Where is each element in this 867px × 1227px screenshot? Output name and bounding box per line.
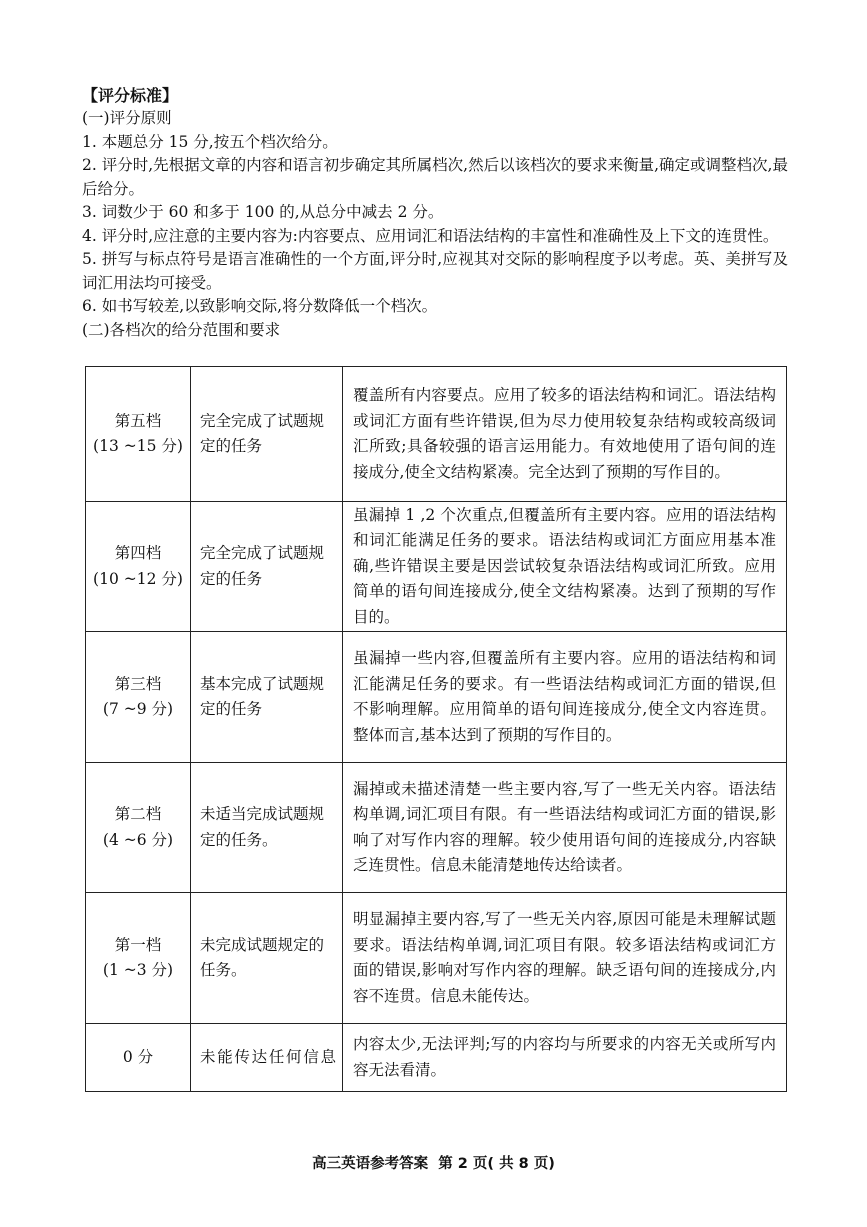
footer-subject: 高三英语参考答案 [312, 1156, 429, 1172]
part2-title: (二)各档次的给分范围和要求 [82, 320, 281, 339]
grade-description: 覆盖所有内容要点。应用了较多的语法结构和词汇。语法结构或词汇方面有些许错误,但为尽力使用较复杂结构或较高级词汇所致;具备较强的语言运用能力。有效地使用了语句间的连接成分,使全文结构紧凑。完全达到了预期的写作目的。 [343, 367, 787, 502]
table-row [86, 893, 787, 1024]
grade-description: 虽漏掉 1 ,2 个次重点,但覆盖所有主要内容。应用的语法结构和词汇能满足任务的要求。语法结构或词汇方面应用基本准确,些许错误主要是因尝试较复杂语法结构或词汇所致。应用简单的语句间连接成分,使全文结构紧凑。达到了预期的写作目的。 [343, 502, 787, 632]
grade-level-cell [86, 502, 191, 632]
grade-summary: 完全完成了试题规定的任务 [191, 502, 343, 632]
grade-level-cell [86, 632, 191, 763]
grade-range: (13 ~15 分) [93, 437, 183, 455]
table-row [86, 763, 787, 893]
grade-range: (1 ~3 分) [102, 961, 174, 979]
grading-table [85, 366, 787, 1092]
grade-summary: 未能传达任何信息 [191, 1024, 343, 1092]
rule-item: 4. 评分时,应注意的主要内容为:内容要点、应用词汇和语法结构的丰富性和准确性及上下文的连贯性。 [82, 226, 779, 245]
footer-page-number: 第 2 页( 共 8 页) [438, 1156, 555, 1172]
rule-item: 2. 评分时,先根据文章的内容和语言初步确定其所属档次,然后以该档次的要求来衡量,确定或调整档次,最后给分。 [82, 156, 788, 198]
page-footer [0, 1152, 867, 1173]
grade-description: 内容太少,无法评判;写的内容均与所要求的内容无关或所写内容无法看清。 [343, 1024, 787, 1092]
scoring-criteria-section [82, 84, 788, 342]
table-row [86, 632, 787, 763]
grade-level: 第一档 [114, 935, 162, 954]
table-row [86, 502, 787, 632]
grade-level: 第五档 [114, 411, 162, 430]
grade-range: (4 ~6 分) [102, 830, 174, 849]
rule-item: 6. 如书写较差,以致影响交际,将分数降低一个档次。 [82, 297, 438, 315]
grade-level-cell [86, 367, 191, 502]
rule-item: 1. 本题总分 15 分,按五个档次给分。 [82, 132, 338, 151]
grade-level: 第四档 [114, 544, 162, 562]
grade-level: 第三档 [114, 674, 162, 693]
grade-summary: 未适当完成试题规定的任务。 [191, 763, 343, 893]
grade-description: 漏掉或未描述清楚一些主要内容,写了一些无关内容。语法结构单调,词汇项目有限。有一些语法结构或词汇方面的错误,影响了对写作内容的理解。较少使用语句间的连接成分,内容缺乏连贯性。信息未能清楚地传达给读者。 [343, 763, 787, 893]
table-row [86, 1024, 787, 1092]
rule-item: 3. 词数少于 60 和多于 100 的,从总分中减去 2 分。 [82, 203, 444, 221]
table-row [86, 367, 787, 502]
section-title: 【评分标准】 [82, 86, 179, 105]
grade-summary: 基本完成了试题规定的任务 [191, 632, 343, 763]
grade-level-cell [86, 763, 191, 893]
grade-summary: 完全完成了试题规定的任务 [191, 367, 343, 502]
grade-level: 第二档 [114, 805, 162, 823]
part1-title: (一)评分原则 [82, 109, 172, 127]
grade-level-cell [86, 893, 191, 1024]
grade-range: (10 ~12 分) [93, 569, 183, 588]
grade-range: (7 ~9 分) [102, 700, 174, 718]
rule-item: 5. 拼写与标点符号是语言准确性的一个方面,评分时,应视其对交际的影响程度予以考虑。英、美拼写及词汇用法均可接受。 [82, 250, 788, 292]
grade-level-cell [86, 1024, 191, 1092]
grade-description: 明显漏掉主要内容,写了一些无关内容,原因可能是未理解试题要求。语法结构单调,词汇项目有限。较多语法结构或词汇方面的错误,影响对写作内容的理解。缺乏语句间的连接成分,内容不连贯。信息未能传达。 [343, 893, 787, 1024]
grade-summary: 未完成试题规定的任务。 [191, 893, 343, 1024]
grade-level: 0 分 [122, 1047, 154, 1066]
grade-description: 虽漏掉一些内容,但覆盖所有主要内容。应用的语法结构和词汇能满足任务的要求。有一些语法结构或词汇方面的错误,但不影响理解。应用简单的语句间连接成分,使全文内容连贯。整体而言,基本达到了预期的写作目的。 [343, 632, 787, 763]
